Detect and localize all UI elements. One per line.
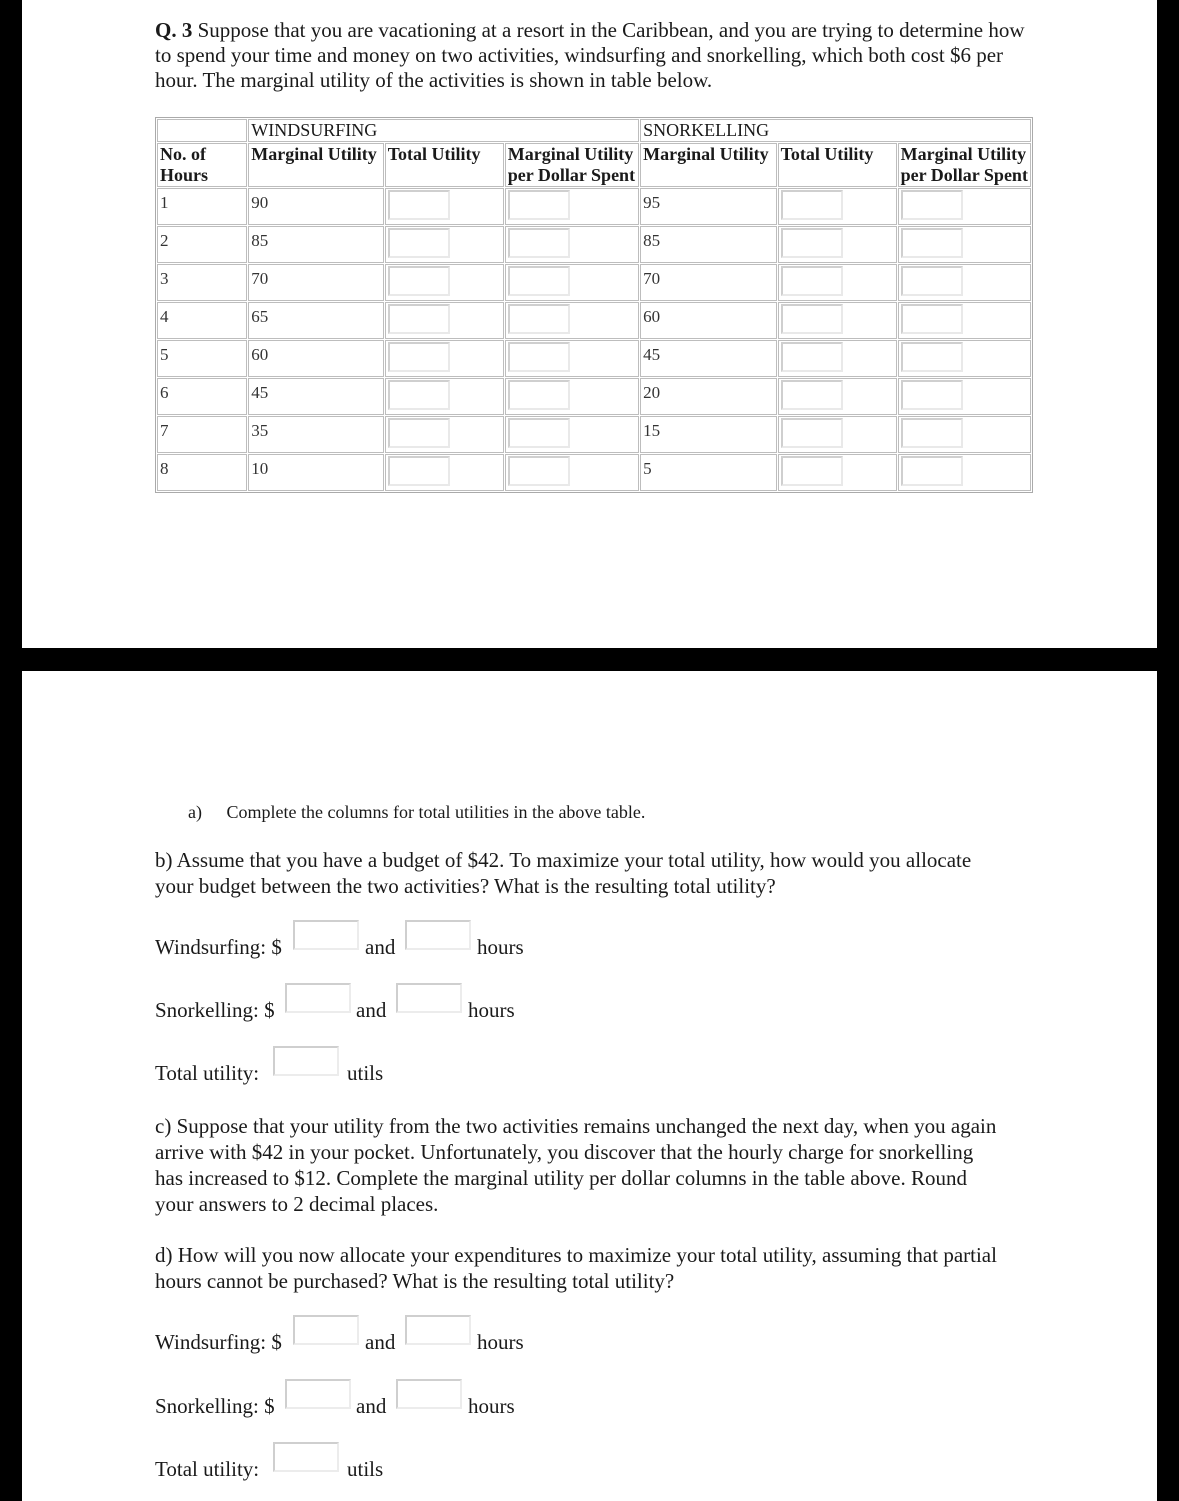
d-windsurfing-and: and: [365, 1330, 396, 1354]
hours-cell: 5: [157, 340, 247, 377]
sn-mupd-column-header: Marginal Utility per Dollar Spent: [898, 143, 1031, 187]
sn-total-utility-input[interactable]: [781, 456, 843, 486]
b-windsurfing-and: and: [365, 935, 396, 959]
ws-marginal-utility-cell: 90: [248, 188, 383, 225]
ws-total-utility: [385, 340, 504, 377]
ws-mu-per-dollar-input[interactable]: [508, 418, 570, 448]
sn-marginal-utility-cell: 20: [640, 378, 776, 415]
sn-mu-per-dollar-input[interactable]: [901, 304, 963, 334]
table-row: [157, 302, 1031, 339]
ws-total-utility: [385, 226, 504, 263]
ws-mu-per-dollar: [505, 226, 639, 263]
question-number: Q. 3: [155, 18, 193, 42]
ws-total-utility: [385, 416, 504, 453]
sn-mu-per-dollar-input[interactable]: [901, 418, 963, 448]
sn-mu-per-dollar: [898, 188, 1031, 225]
b-snorkelling-hours-label: hours: [468, 998, 515, 1022]
ws-total-utility-input[interactable]: [388, 456, 450, 486]
b-total-utility-input[interactable]: [273, 1046, 339, 1076]
part-d-text: d) How will you now allocate your expenditures to maximize your total utility, assuming that partial hours cannot be purchased? What is the resulting total utility?: [155, 1243, 997, 1293]
ws-total-utility: [385, 264, 504, 301]
sn-total-utility-input[interactable]: [781, 304, 843, 334]
table-row: [157, 454, 1031, 491]
sn-mu-per-dollar: [898, 302, 1031, 339]
ws-mu-per-dollar-input[interactable]: [508, 304, 570, 334]
b-windsurfing-dollars-input[interactable]: [293, 920, 359, 950]
ws-marginal-utility-cell: 35: [248, 416, 383, 453]
ws-total-utility: [385, 454, 504, 491]
d-total-utility-input[interactable]: [273, 1442, 339, 1472]
sn-total-utility-input[interactable]: [781, 418, 843, 448]
b-windsurfing-label: Windsurfing: $: [155, 935, 282, 959]
sn-total-utility: [778, 264, 897, 301]
sn-total-utility: [778, 416, 897, 453]
ws-total-utility: [385, 188, 504, 225]
ws-mu-per-dollar: [505, 378, 639, 415]
ws-mu-per-dollar: [505, 416, 639, 453]
sn-mu-per-dollar-input[interactable]: [901, 228, 963, 258]
sn-total-utility: [778, 378, 897, 415]
sn-total-utility-input[interactable]: [781, 266, 843, 296]
hours-cell: 1: [157, 188, 247, 225]
ws-marginal-utility-cell: 10: [248, 454, 383, 491]
ws-total-utility: [385, 378, 504, 415]
hours-cell: 4: [157, 302, 247, 339]
ws-total-utility-input[interactable]: [388, 342, 450, 372]
hours-cell: 2: [157, 226, 247, 263]
d-windsurfing-dollars-input[interactable]: [293, 1315, 359, 1345]
sn-total-utility-input[interactable]: [781, 380, 843, 410]
ws-mu-per-dollar-input[interactable]: [508, 456, 570, 486]
sn-mu-per-dollar-input[interactable]: [901, 266, 963, 296]
b-snorkelling-hours-input[interactable]: [396, 983, 462, 1013]
part-a-label: a): [188, 802, 202, 822]
sn-marginal-utility-cell: 15: [640, 416, 776, 453]
table-row: [157, 226, 1031, 263]
table-row: [157, 188, 1031, 225]
ws-total-utility-input[interactable]: [388, 418, 450, 448]
sn-marginal-utility-cell: 70: [640, 264, 776, 301]
sn-mu-per-dollar-input[interactable]: [901, 190, 963, 220]
ws-total-utility-input[interactable]: [388, 266, 450, 296]
sn-mu-per-dollar: [898, 454, 1031, 491]
ws-mu-per-dollar: [505, 188, 639, 225]
d-snorkelling-dollars-input[interactable]: [285, 1379, 351, 1409]
part-a-text: Complete the columns for total utilities in the above table.: [226, 802, 646, 822]
sn-tu-column-header: Total Utility: [778, 143, 897, 187]
ws-mu-per-dollar-input[interactable]: [508, 228, 570, 258]
ws-mu-column-header: Marginal Utility: [248, 143, 383, 187]
ws-mu-per-dollar-input[interactable]: [508, 342, 570, 372]
ws-mu-per-dollar-input[interactable]: [508, 190, 570, 220]
sn-mu-per-dollar: [898, 226, 1031, 263]
ws-mu-per-dollar: [505, 264, 639, 301]
ws-marginal-utility-cell: 45: [248, 378, 383, 415]
sn-total-utility: [778, 226, 897, 263]
sn-total-utility-input[interactable]: [781, 190, 843, 220]
sn-total-utility: [778, 454, 897, 491]
ws-mu-per-dollar-input[interactable]: [508, 266, 570, 296]
sn-mu-per-dollar: [898, 378, 1031, 415]
ws-total-utility: [385, 302, 504, 339]
d-snorkelling-and: and: [356, 1394, 387, 1418]
ws-mu-per-dollar-input[interactable]: [508, 380, 570, 410]
sn-mu-per-dollar: [898, 340, 1031, 377]
hours-cell: 8: [157, 454, 247, 491]
ws-marginal-utility-cell: 70: [248, 264, 383, 301]
ws-total-utility-input[interactable]: [388, 304, 450, 334]
b-windsurfing-hours-input[interactable]: [405, 920, 471, 950]
hours-cell: 7: [157, 416, 247, 453]
ws-mu-per-dollar: [505, 302, 639, 339]
sn-total-utility: [778, 188, 897, 225]
sn-total-utility: [778, 340, 897, 377]
b-total-label: Total utility:: [155, 1061, 260, 1085]
ws-marginal-utility-cell: 60: [248, 340, 383, 377]
sn-mu-column-header: Marginal Utility: [640, 143, 776, 187]
b-snorkelling-dollars-input[interactable]: [285, 983, 351, 1013]
windsurfing-group-header: WINDSURFING: [248, 119, 639, 142]
snorkelling-group-header: SNORKELLING: [640, 119, 1031, 142]
b-utils-label: utils: [347, 1061, 384, 1085]
d-windsurfing-hours-input[interactable]: [405, 1315, 471, 1345]
sn-marginal-utility-cell: 5: [640, 454, 776, 491]
sn-mu-per-dollar: [898, 264, 1031, 301]
table-row: [157, 264, 1031, 301]
ws-total-utility-input[interactable]: [388, 190, 450, 220]
ws-mupd-column-header: Marginal Utility per Dollar Spent: [505, 143, 639, 187]
d-windsurfing-hours-label: hours: [477, 1330, 524, 1354]
table-row: [157, 416, 1031, 453]
b-snorkelling-and: and: [356, 998, 387, 1022]
b-windsurfing-hours-label: hours: [477, 935, 524, 959]
sn-mu-per-dollar-input[interactable]: [901, 456, 963, 486]
ws-total-utility-input[interactable]: [388, 380, 450, 410]
sn-mu-per-dollar-input[interactable]: [901, 342, 963, 372]
header-empty: [157, 119, 247, 142]
sn-marginal-utility-cell: 95: [640, 188, 776, 225]
part-a: [188, 799, 645, 825]
ws-total-utility-input[interactable]: [388, 228, 450, 258]
d-total-label: Total utility:: [155, 1457, 260, 1481]
sn-total-utility-input[interactable]: [781, 228, 843, 258]
sn-mu-per-dollar-input[interactable]: [901, 380, 963, 410]
d-utils-label: utils: [347, 1457, 384, 1481]
hours-cell: 3: [157, 264, 247, 301]
d-windsurfing-label: Windsurfing: $: [155, 1330, 282, 1354]
d-snorkelling-label: Snorkelling: $: [155, 1394, 275, 1418]
table-row: [157, 378, 1031, 415]
ws-mu-per-dollar: [505, 340, 639, 377]
question-text: [155, 18, 1025, 93]
page-2: [22, 671, 1157, 1501]
question-body: Suppose that you are vacationing at a resort in the Caribbean, and you are trying to determine how to spend your time and money on two activities, windsurfing and snorkelling, which both cost $6 per hour. The marginal utility of the activities is shown in table below.: [155, 18, 1025, 92]
sn-mu-per-dollar: [898, 416, 1031, 453]
hours-cell: 6: [157, 378, 247, 415]
sn-marginal-utility-cell: 45: [640, 340, 776, 377]
d-snorkelling-hours-input[interactable]: [396, 1379, 462, 1409]
sn-total-utility-input[interactable]: [781, 342, 843, 372]
ws-tu-column-header: Total Utility: [385, 143, 504, 187]
part-b-text: b) Assume that you have a budget of $42. To maximize your total utility, how would you allocate your budget between the two activities? What is the resulting total utility?: [155, 848, 972, 898]
table-row: [157, 340, 1031, 377]
marginal-utility-table: [155, 117, 1033, 493]
d-snorkelling-hours-label: hours: [468, 1394, 515, 1418]
ws-marginal-utility-cell: 65: [248, 302, 383, 339]
sn-marginal-utility-cell: 60: [640, 302, 776, 339]
hours-column-header: No. of Hours: [157, 143, 247, 187]
b-snorkelling-label: Snorkelling: $: [155, 998, 275, 1022]
ws-mu-per-dollar: [505, 454, 639, 491]
ws-marginal-utility-cell: 85: [248, 226, 383, 263]
part-c-text: c) Suppose that your utility from the two activities remains unchanged the next day, when you again arrive with $42 in your pocket. Unfortunately, you discover that the hourly charge for snorkelling has increased to $12. Complete the marginal utility per dollar columns in the table above. Round your answers to 2 decimal places.: [155, 1114, 997, 1216]
sn-total-utility: [778, 302, 897, 339]
page-1: [22, 0, 1157, 648]
sn-marginal-utility-cell: 85: [640, 226, 776, 263]
